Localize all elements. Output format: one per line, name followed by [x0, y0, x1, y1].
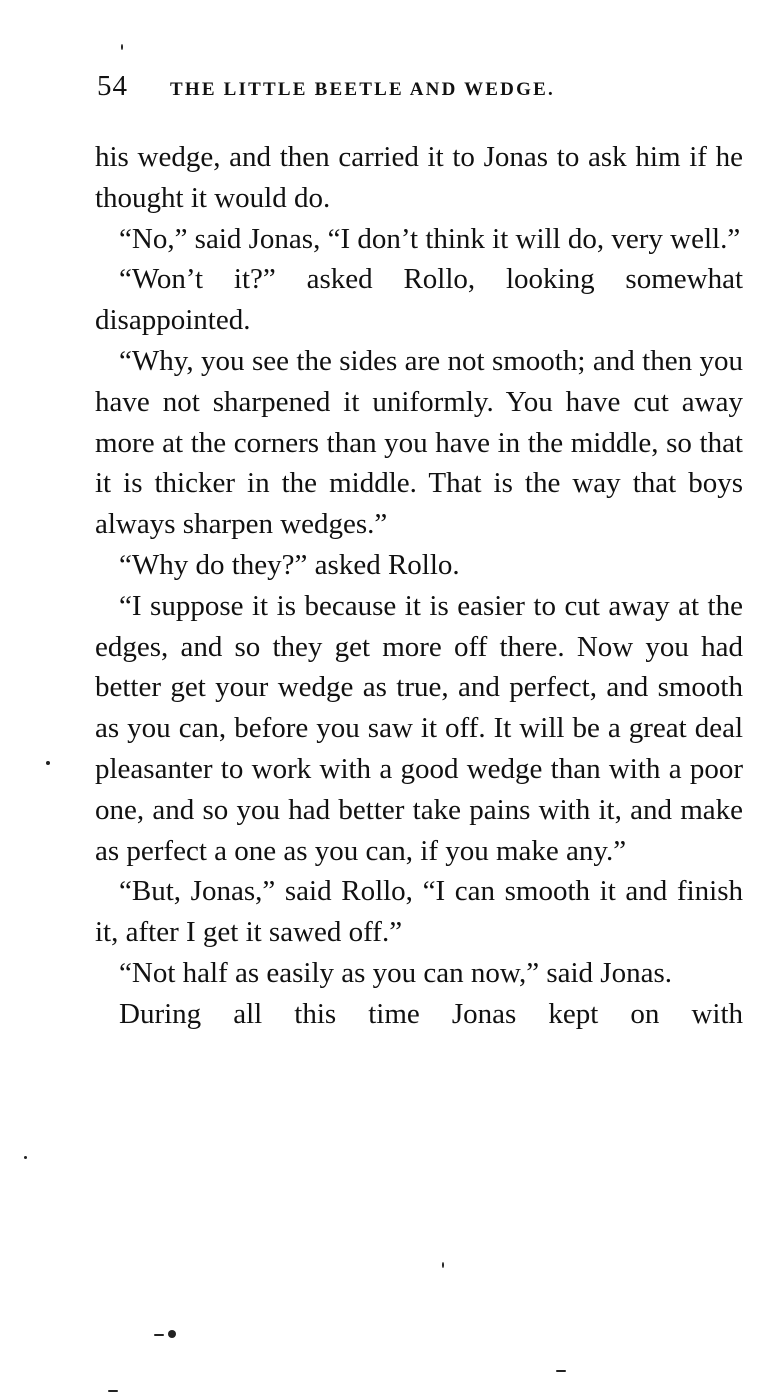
paragraph-4: “Why, you see the sides are not smooth; and then you have not sharpened it uniformly. You have cut away more at the corners than you have in the middle, so that it is thicker in the middle. That is the way that boys always sharpen wedges.”: [95, 344, 743, 541]
scan-speck: [121, 44, 123, 50]
scan-speck: [556, 1370, 566, 1372]
scan-speck: [154, 1334, 164, 1336]
running-head: [97, 70, 742, 110]
paragraph-7: “But, Jonas,” said Rollo, “I can smooth it and finish it, after I get it sawed off.”: [95, 875, 743, 949]
paragraph-1: his wedge, and then carried it to Jonas to ask him if he thought it would do.: [95, 141, 743, 214]
paragraph-6: “I suppose it is because it is easier to cut away at the edges, and so they get more off there. Now you had better get your wedge as true, and perfect, and smooth as you can, before you saw it off. It will be a great deal pleasanter to work with a good wedge than with a poor one, and so you had better take pains with it, and make as perfect a one as you can, if you make any.”: [95, 589, 743, 867]
scan-speck: [168, 1330, 176, 1338]
scan-speck: [442, 1262, 444, 1268]
paragraph-3: “Won’t it?” asked Rollo, looking somewhat disappointed.: [95, 263, 743, 337]
paragraph-2: “No,” said Jonas, “I don’t think it will do, very well.”: [119, 222, 741, 255]
running-title: THE LITTLE BEETLE AND WEDGE.: [170, 79, 555, 100]
paragraph-5: “Why do they?” asked Rollo.: [119, 548, 460, 581]
scan-speck: [46, 761, 50, 765]
body-text: [95, 137, 743, 1035]
paragraph-8: “Not half as easily as you can now,” said Jonas.: [119, 956, 672, 989]
paragraph-9: During all this time Jonas kept on with: [119, 997, 743, 1030]
scan-speck: [24, 1156, 27, 1159]
scan-speck: [108, 1390, 118, 1392]
page-number: 54: [97, 70, 128, 102]
